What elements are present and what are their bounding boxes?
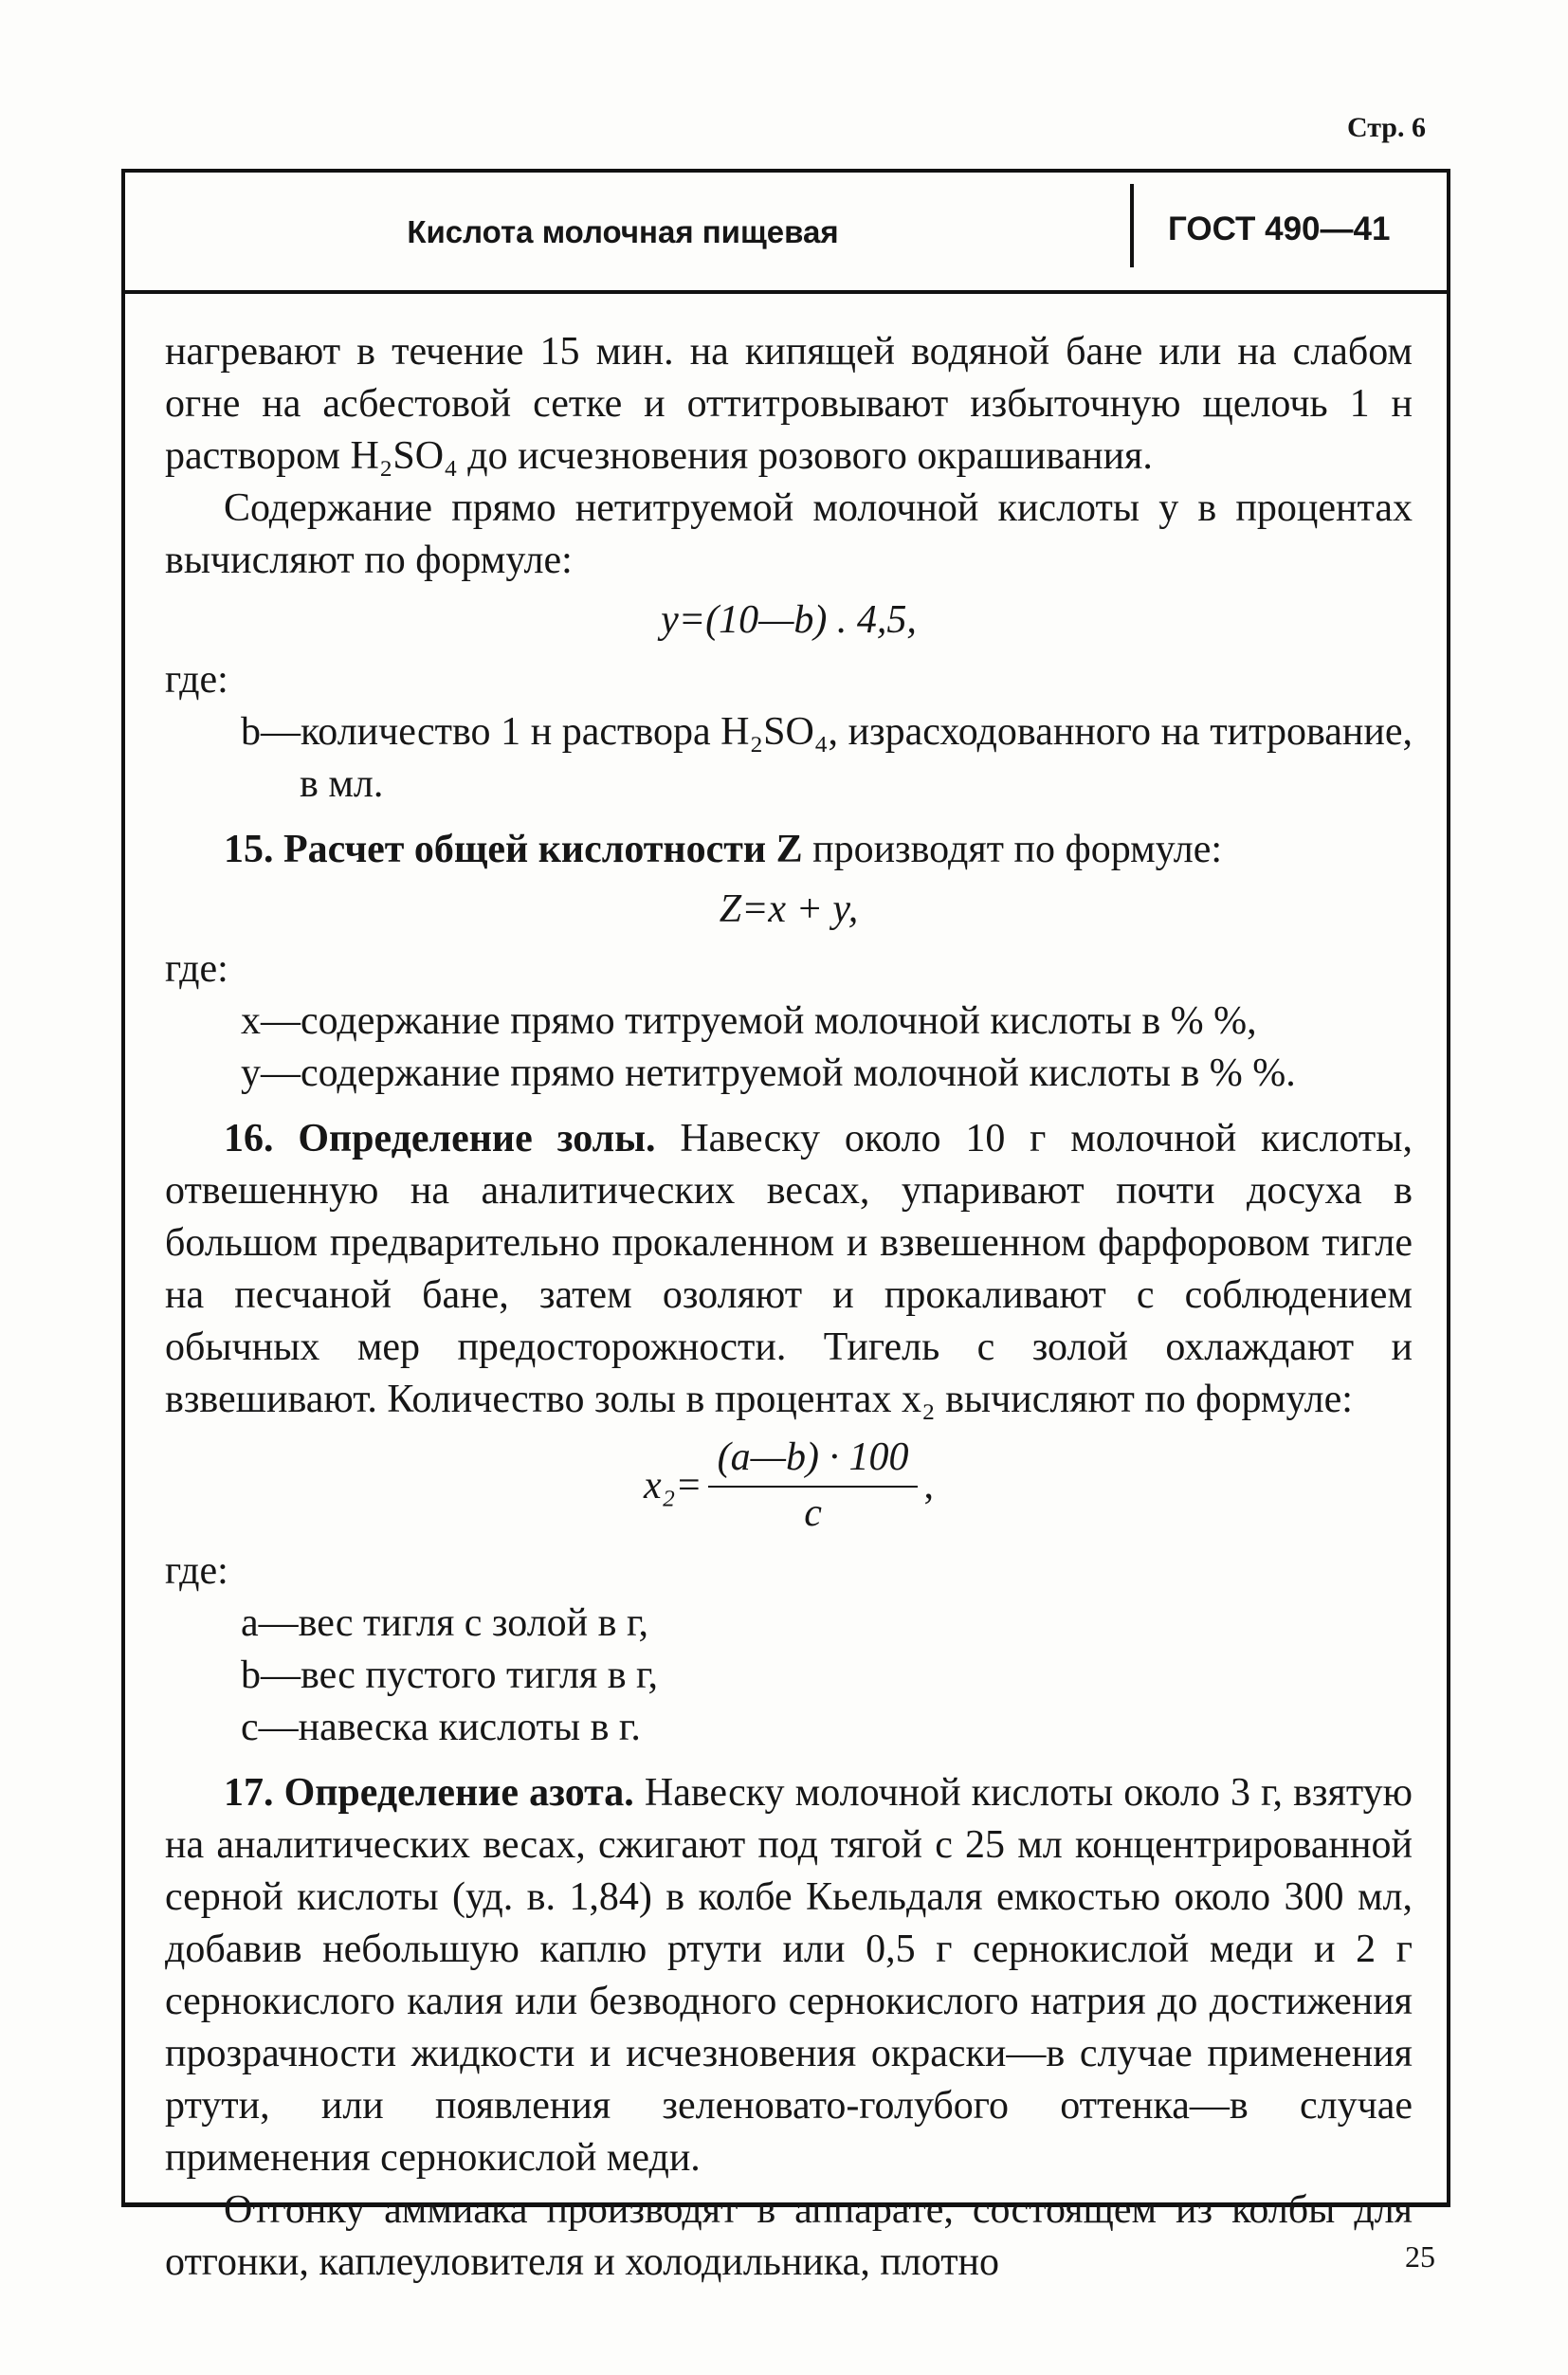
formula-x2-numerator: (a—b) · 100 — [708, 1432, 919, 1488]
formula-x2-tail: , — [923, 1463, 934, 1507]
section-17-heading: 17. Определение азота. — [224, 1771, 634, 1815]
paragraph-nontitratable: Содержание прямо нетитруемой молочной кислоты y в процентах вычисляют по формуле: — [165, 486, 1413, 582]
definition-b2: b—вес пустого тигля в г, — [241, 1653, 659, 1697]
formula-x2 — [165, 1432, 1413, 1540]
section-16-heading: 16. Определение золы. — [224, 1117, 656, 1160]
section-17 — [165, 1767, 1413, 2184]
formula-x2-fraction — [708, 1432, 919, 1540]
formula-z: Z=x + y, — [719, 887, 859, 931]
header-divider — [1130, 184, 1134, 267]
standard-number: ГОСТ 490—41 — [1168, 210, 1391, 247]
page-frame — [121, 169, 1450, 2284]
formula-x2-denominator: c — [804, 1491, 822, 1535]
section-15-heading: 15. Расчет общей кислотности Z — [224, 828, 803, 871]
definition-x: x—содержание прямо титруемой молочной кислоты в % %, — [241, 999, 1257, 1043]
paragraph-continuation: нагревают в течение 15 мин. на кипящей водяной бане или на слабом огне на асбестовой сетке и оттитровывают избыточную щелочь 1 н раствором H₂SO₄ до исчезновения розового окрашивания. — [165, 330, 1413, 478]
page-number: 25 — [1405, 2239, 1435, 2274]
where-label: где: — [165, 658, 228, 702]
section-16 — [165, 1113, 1413, 1426]
document-body — [165, 326, 1413, 2289]
definition-b: b—количество 1 н раствора H₂SO₄, израсходованного на титрование, в мл. — [241, 710, 1413, 806]
definition-a: a—вес тигля с золой в г, — [241, 1601, 648, 1645]
paragraph-ammonia: Отгонку аммиака производят в аппарате, состоящем из колбы для отгонки, каплеуловителя и холодильника, плотно — [165, 2188, 1413, 2284]
section-16-text: Навеску около 10 г молочной кислоты, отвешенную на аналитических весах, упаривают почти досуха в большом предварительно прокаленном и взвешенном фарфоровом тигле на песчаной бане, затем озоляют и прокаливают с соблюдением обычных мер предосторожности. Тигель с золой охлаждают и взвешивают. Количество золы в процентах x₂ вычисляют по формуле: — [165, 1117, 1413, 1421]
section-15-text: производят по формуле: — [802, 828, 1223, 871]
definition-c: c—навеска кислоты в г. — [241, 1706, 641, 1749]
section-17-text: Навеску молочной кислоты около 3 г, взятую на аналитических весах, сжигают под тягой с 25 мл концентрированной серной кислоты (уд. в. 1,84) в колбе Кьельдаля емкостью около 300 мл, добавив небольшую каплю ртути или 0,5 г сернокислой меди и 2 г сернокислого калия или безводного сернокислого натрия до достижения прозрачности жидкости и исчезновения окраски—в случае применения ртути, или появления зеленовато-голубого оттенка—в случае применения сернокислой меди. — [165, 1771, 1413, 2180]
formula-x2-lhs: x₂= — [644, 1463, 702, 1507]
page-label: Стр. 6 — [1346, 112, 1426, 143]
document-title: Кислота молочная пищевая — [407, 214, 839, 249]
definition-y: y—содержание прямо нетитруемой молочной кислоты в % %. — [241, 1051, 1296, 1095]
where-label: где: — [165, 1549, 228, 1593]
section-15 — [165, 824, 1413, 876]
formula-y: y=(10—b) . 4,5, — [661, 598, 917, 642]
where-label: где: — [165, 947, 228, 991]
document-header — [125, 173, 1447, 294]
